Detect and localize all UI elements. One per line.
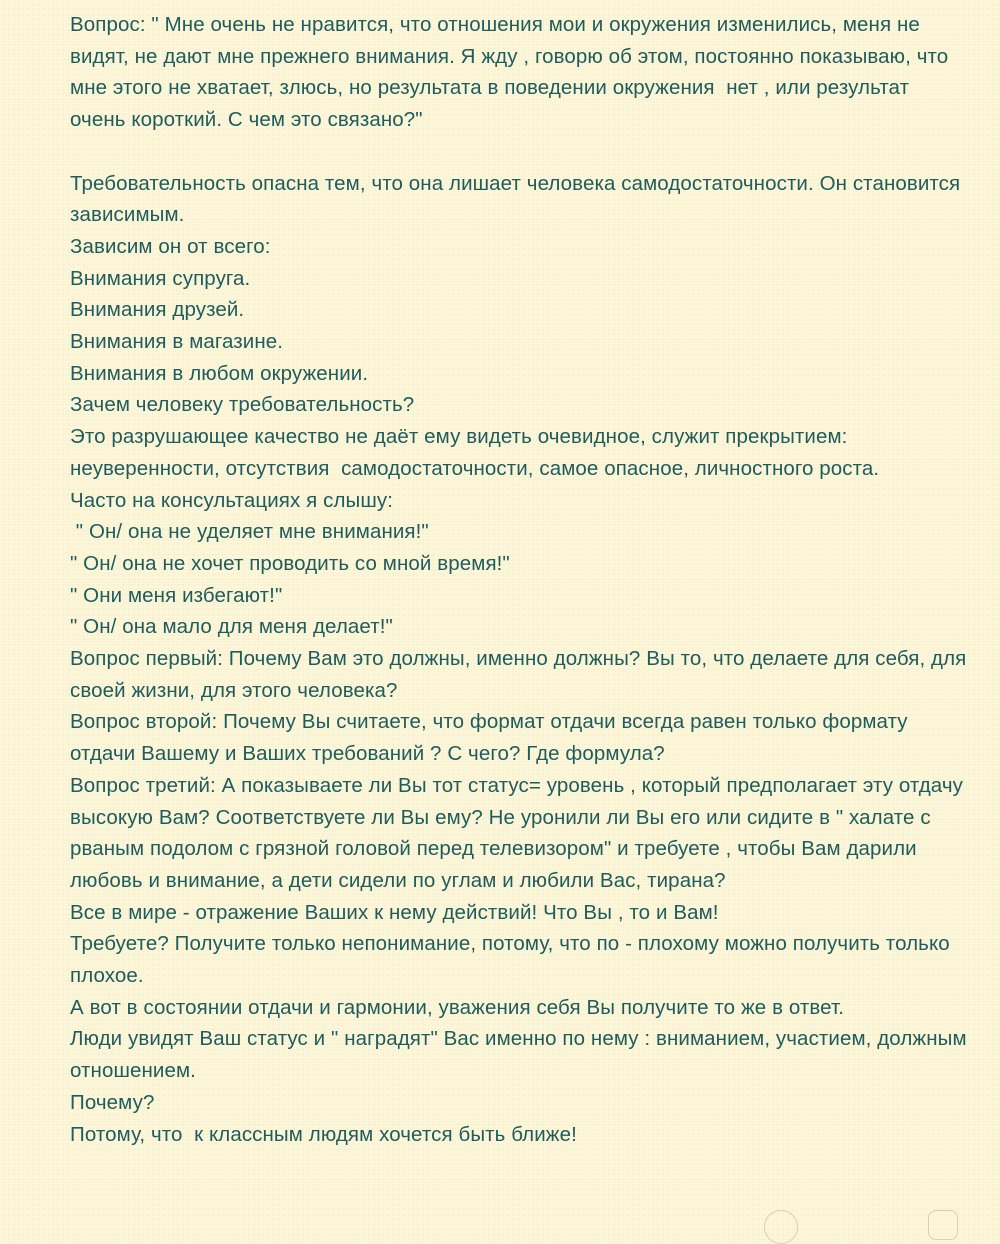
- question-first: Вопрос первый: Почему Вам это должны, именно должны? Вы то, что делаете для себя, для своей жизни, для этого человека?: [70, 647, 973, 702]
- paragraph-why: Зачем человеку требовательность?: [70, 393, 415, 417]
- square-icon: [928, 1210, 958, 1240]
- list-item-shop: Внимания в магазине.: [70, 330, 284, 354]
- note-body: [70, 9, 973, 1150]
- quote-1: " Он/ она не уделяет мне внимания!": [70, 520, 429, 544]
- paragraph-consultations: Часто на консультациях я слышу:: [70, 488, 394, 512]
- paragraph-destructive: Это разрушающее качество не даёт ему видеть очевидное, служит прекрытием: неуверенности, отсутствия самодостаточности, самое опасное, личностного роста.: [70, 425, 880, 480]
- paragraph-reflection: Все в мире - отражение Ваших к нему действий! Что Вы , то и Вам!: [70, 900, 719, 924]
- paragraph-conclusion: Потому, что к классным людям хочется быть ближе!: [70, 1122, 577, 1146]
- list-item-any: Внимания в любом окружении.: [70, 361, 369, 385]
- circle-icon: [764, 1210, 798, 1244]
- bottom-toolbar: [0, 1210, 1000, 1228]
- quote-2: " Он/ она не хочет проводить со мной время!": [70, 551, 510, 575]
- paragraph-question-why: Почему?: [70, 1090, 155, 1114]
- paragraph-demand: Требуете? Получите только непонимание, потому, что по - плохому можно получить только плохое.: [70, 932, 956, 988]
- paragraph-demandingness: Требовательность опасна тем, что она лишает человека самодостаточности. Он становится зависимым.: [70, 171, 967, 227]
- question-second: Вопрос второй: Почему Вы считаете, что формат отдачи всегда равен только формату отдачи Вашему и Ваших требований ? С чего? Где формула?: [70, 710, 914, 766]
- paragraph-harmony: А вот в состоянии отдачи и гармонии, уважения себя Вы получите то же в ответ.: [70, 995, 844, 1019]
- question-paragraph: Вопрос: " Мне очень не нравится, что отношения мои и окружения изменились, меня не видят, не дают мне прежнего внимания. Я жду , говорю об этом, постоянно показываю, что мне этого не хватает, злюсь, но результата в поведении окружения нет , или результат очень короткий. С чем это связано?": [70, 13, 955, 132]
- quote-4: " Он/ она мало для меня делает!": [70, 615, 393, 639]
- paragraph-status: Люди увидят Ваш статус и " наградят" Вас именно по нему : вниманием, участием, должным отношением.: [70, 1027, 973, 1083]
- blank-line: [70, 136, 970, 168]
- question-third: Вопрос третий: А показываете ли Вы тот статус= уровень , который предполагает эту отдачу высокую Вам? Соответствуете ли Вы ему? Не уронили ли Вы его или сидите в " халате с рваным подолом с грязной головой перед телевизором" и требуете , чтобы Вам дарили любовь и внимание, а дети сидели по углам и любили Вас, тирана?: [70, 773, 969, 892]
- list-item-spouse: Внимания супруга.: [70, 266, 251, 290]
- list-item-friends: Внимания друзей.: [70, 298, 245, 322]
- paragraph-dependent: Зависим он от всего:: [70, 234, 271, 258]
- quote-3: " Они меня избегают!": [70, 583, 283, 607]
